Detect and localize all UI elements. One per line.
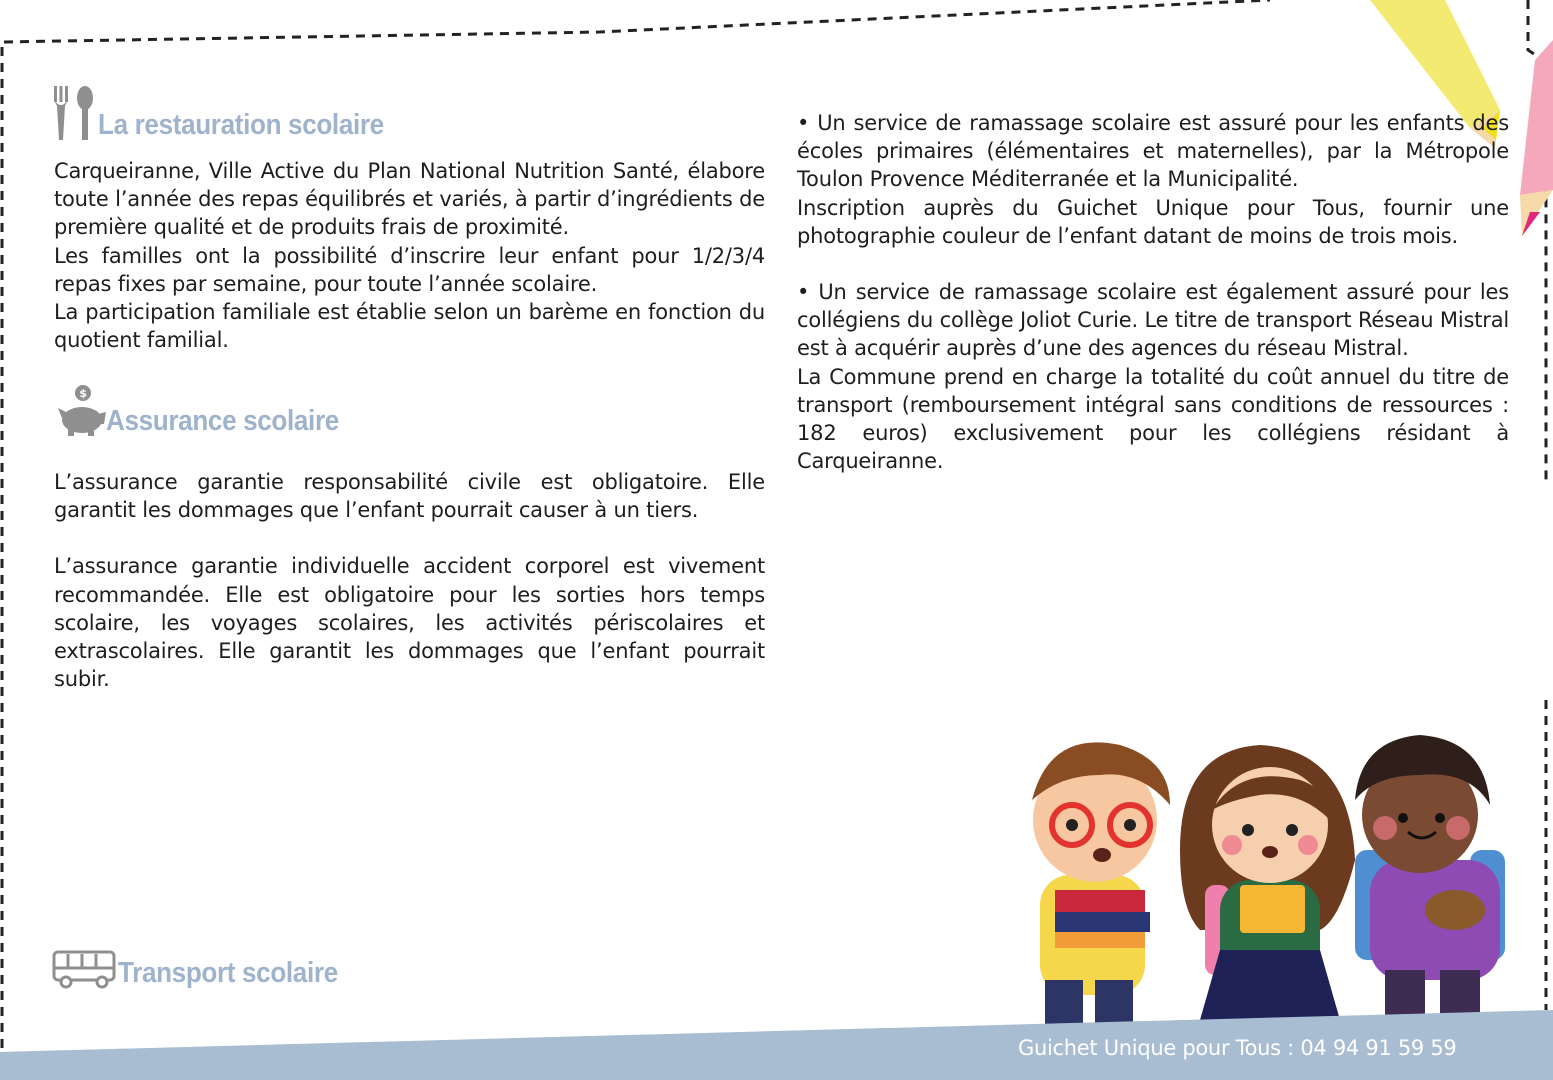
paragraph: L’assurance garantie individuelle accident corporel est vivement recommandée. Elle est obligatoire pour les sorties hors temps scolaire, les voyages scolaires, les activités périscolaires et extrascolaires. Elle garantit les dommages que l’enfant pourrait subir. [54, 554, 765, 692]
paragraph: Inscription auprès du Guichet Unique pour Tous, fournir une photographie couleur de l’enfant datant de moins de trois mois. [797, 195, 1509, 248]
girl [1180, 745, 1355, 1020]
section-title: La restauration scolaire [98, 109, 384, 141]
kid-with-bread [1355, 735, 1505, 1025]
kid-with-glasses [1032, 742, 1170, 1030]
fork-spoon-icon [52, 84, 98, 142]
bus-icon [52, 948, 118, 990]
paragraph: Les familles ont la possibilité d’inscrire leur enfant pour 1/2/3/4 repas fixes par semaine, pour toute l’année scolaire. [54, 243, 765, 296]
transport-text [797, 109, 1509, 475]
section-heading-transport [52, 948, 362, 990]
svg-text:$: $ [79, 387, 87, 400]
paragraph: La participation familiale est établie selon un barème en fonction du quotient familial. [54, 300, 765, 353]
section-heading-restauration [52, 84, 416, 142]
section-heading-assurance [52, 384, 365, 438]
paragraph: La Commune prend en charge la totalité du coût annuel du titre de transport (remboursement intégral sans conditions de ressources : 182 euros) exclusivement pour les collégiens résidant à Carqueiranne. [797, 364, 1509, 474]
paragraph: L’assurance garantie responsabilité civile est obligatoire. Elle garantit les dommages que l’enfant pourrait causer à un tiers. [54, 470, 765, 523]
footer-contact: Guichet Unique pour Tous : 04 94 91 59 59 [1018, 1036, 1457, 1060]
pink-pencil [1520, 40, 1553, 236]
section-title: Assurance scolaire [106, 405, 339, 437]
paragraph: • Un service de ramassage scolaire est assuré pour les enfants des écoles primaires (élémentaires et maternelles), par la Métropole Toulon Provence Méditerranée et la Municipalité. [797, 111, 1509, 192]
children-illustration [1010, 720, 1530, 1030]
paragraph: • Un service de ramassage scolaire est également assuré pour les collégiens du collège Joliot Curie. Le titre de transport Réseau Mistral est à acquérir auprès d’une des agences du réseau Mistral. [797, 280, 1509, 361]
assurance-text [54, 468, 765, 693]
paragraph: Carqueiranne, Ville Active du Plan National Nutrition Santé, élabore toute l’année des repas équilibrés et variés, à partir d’ingrédients de première qualité et de produits frais de proximité. [54, 159, 765, 240]
section-title: Transport scolaire [118, 957, 338, 989]
restauration-text [54, 157, 765, 354]
piggy-bank-icon [52, 384, 106, 438]
